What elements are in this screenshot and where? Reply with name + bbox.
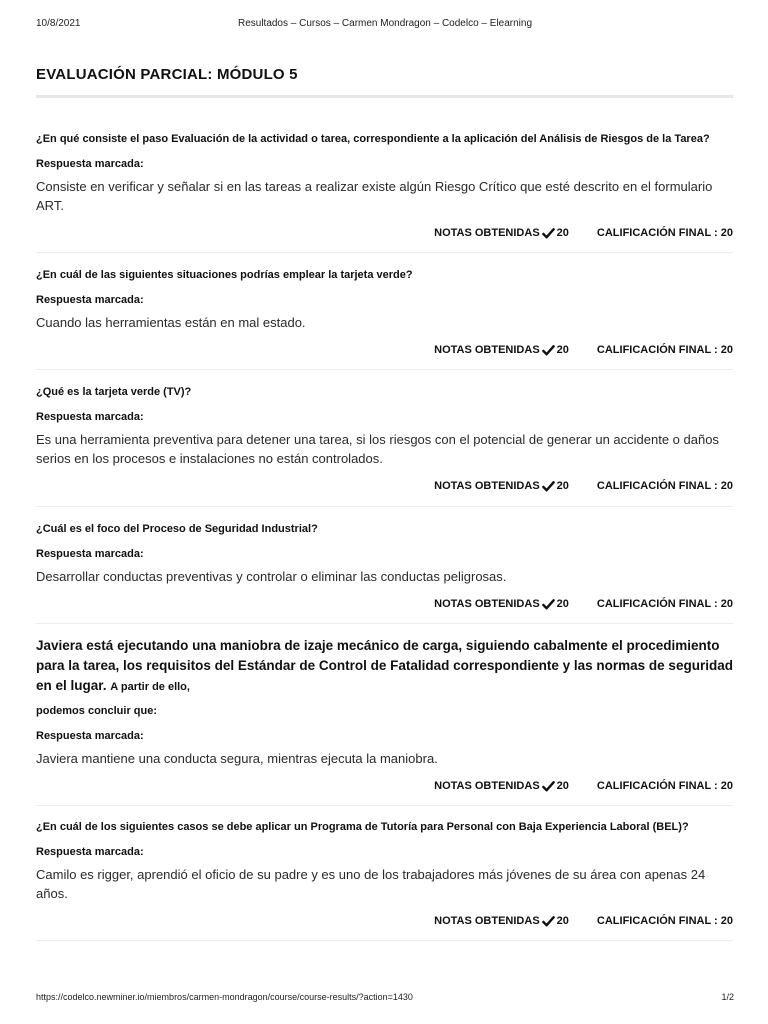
answer-text: Cuando las herramientas están en mal estado. [36,315,306,330]
check-icon [542,227,555,240]
notas-obtenidas [434,227,569,240]
page-title: EVALUACIÓN PARCIAL: MÓDULO 5 [36,66,298,83]
question-text: ¿En cuál de los siguientes casos se debe aplicar un Programa de Tutoría para Personal con Baja Experiencia Laboral (BEL)? [36,821,689,833]
question-text [36,636,733,697]
score-row [36,477,733,495]
answer-label: Respuesta marcada: [36,730,144,742]
calificacion-final: CALIFICACIÓN FINAL : 20 [596,227,733,239]
answer-text: Desarrollar conductas preventivas y controlar o eliminar las conductas peligrosas. [36,569,507,584]
notas-value: 20 [556,598,569,610]
notas-label: NOTAS OBTENIDAS [434,598,540,610]
notas-label: NOTAS OBTENIDAS [434,480,540,492]
answer-text: Es una herramienta preventiva para detener una tarea, si los riesgos con el potencial de generar un accidente o daños serios en los procesos e instalaciones no están controlados. [36,432,719,466]
print-url: https://codelco.newminer.io/miembros/carmen-mondragon/course/course-results/?action=1430 [36,992,413,1002]
calificacion-final: CALIFICACIÓN FINAL : 20 [596,915,733,927]
question-item [36,507,733,624]
answer-label: Respuesta marcada: [36,294,144,306]
score-row [36,777,733,795]
notas-obtenidas [434,598,569,611]
notas-value: 20 [556,480,569,492]
check-icon [542,480,555,493]
page-number: 1/2 [721,992,734,1002]
answer-label: Respuesta marcada: [36,548,144,560]
question-text: ¿En cuál de las siguientes situaciones podrías emplear la tarjeta verde? [36,269,413,281]
notas-label: NOTAS OBTENIDAS [434,227,540,239]
notas-obtenidas [434,915,569,928]
notas-label: NOTAS OBTENIDAS [434,780,540,792]
question-text: ¿Qué es la tarjeta verde (TV)? [36,386,192,398]
question-subtext: podemos concluir que: [36,705,158,717]
answer-text: Camilo es rigger, aprendió el oficio de su padre y es uno de los trabajadores más jóvenes de su área con apenas 24 años. [36,867,706,901]
calificacion-final: CALIFICACIÓN FINAL : 20 [596,780,733,792]
check-icon [542,915,555,928]
answer-text: Consiste en verificar y señalar si en las tareas a realizar existe algún Riesgo Crítico que esté descrito en el formulario ART. [36,179,713,213]
notas-value: 20 [556,780,569,792]
question-item [36,624,733,806]
question-item [36,806,733,941]
print-date: 10/8/2021 [36,18,81,29]
notas-obtenidas [434,344,569,357]
notas-value: 20 [556,227,569,239]
score-row [36,912,733,930]
check-icon [542,598,555,611]
check-icon [542,344,555,357]
answer-text: Javiera mantiene una conducta segura, mientras ejecuta la maniobra. [36,751,438,766]
score-row [36,341,733,359]
question-item [36,98,733,253]
answer-label: Respuesta marcada: [36,158,144,170]
notas-label: NOTAS OBTENIDAS [434,915,540,927]
print-title: Resultados – Cursos – Carmen Mondragon – Codelco – Elearning [237,18,533,29]
score-row [36,595,733,613]
question-item [36,253,733,370]
question-tail: A partir de ello, [110,681,190,693]
notas-label: NOTAS OBTENIDAS [434,344,540,356]
check-icon [542,780,555,793]
question-main: Javiera está ejecutando una maniobra de izaje mecánico de carga, siguiendo cabalmente el procedimiento para la tarea, los requisitos del Estándar de Control de Fatalidad correspondiente y las normas de seguridad en el lugar. [36,638,733,693]
answer-label: Respuesta marcada: [36,411,144,423]
score-row [36,224,733,242]
question-item [36,370,733,507]
print-footer [36,992,734,1006]
notas-value: 20 [556,344,569,356]
answer-label: Respuesta marcada: [36,846,144,858]
question-text: ¿En qué consiste el paso Evaluación de la actividad o tarea, correspondiente a la aplicación del Análisis de Riesgos de la Tarea? [36,133,710,145]
results-content [36,64,733,941]
print-header [36,18,734,32]
notas-obtenidas [434,780,569,793]
calificacion-final: CALIFICACIÓN FINAL : 20 [596,598,733,610]
calificacion-final: CALIFICACIÓN FINAL : 20 [596,480,733,492]
notas-value: 20 [556,915,569,927]
question-text: ¿Cuál es el foco del Proceso de Seguridad Industrial? [36,523,318,535]
notas-obtenidas [434,480,569,493]
calificacion-final: CALIFICACIÓN FINAL : 20 [596,344,733,356]
